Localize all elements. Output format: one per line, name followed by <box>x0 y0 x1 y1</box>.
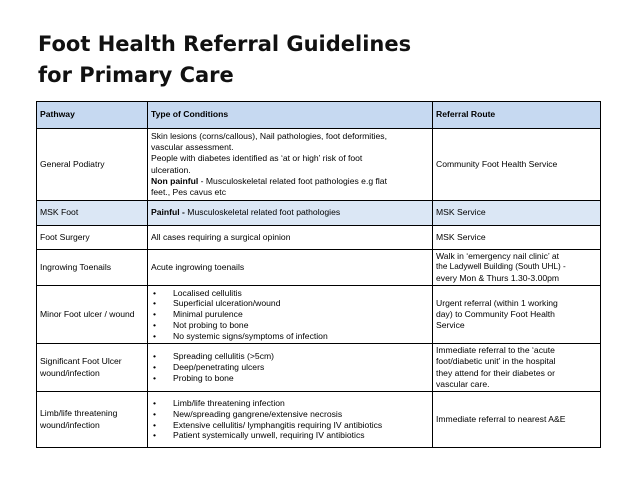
list-item: • Superficial ulceration/wound <box>153 298 281 309</box>
list-item: • Minimal purulence <box>153 309 243 320</box>
table-row <box>37 226 601 250</box>
bullet-list <box>151 288 429 342</box>
bullet-icon: • <box>153 330 157 341</box>
list-item: • Not probing to bone <box>153 319 249 330</box>
conditions-cell: Acute ingrowing toenails <box>148 250 433 286</box>
bullet-icon: • <box>153 319 157 330</box>
route-cell: Immediate referral to the ‘acute foot/diabetic unit’ in the hospital they attend for their diabetes or vascular care. <box>433 344 601 392</box>
bullet-icon: • <box>153 287 157 298</box>
bullet-icon: • <box>153 430 157 441</box>
conditions-cell: Painful - Musculoskeletal related foot pathologies <box>148 201 433 226</box>
route-cell: MSK Service <box>433 226 601 250</box>
bullet-icon: • <box>153 419 157 430</box>
pathway-cell: Limb/life threatening wound/infection <box>37 392 148 448</box>
bullet-icon: • <box>153 398 157 409</box>
list-item: • Localised cellulitis <box>153 287 242 298</box>
route-cell: Walk in ‘emergency nail clinic’ at the Ladywell Building (South UHL) - every Mon & Thurs 1.30-3.00pm <box>433 250 601 286</box>
bullet-icon: • <box>153 372 157 383</box>
table-row <box>37 344 601 392</box>
list-item: • No systemic signs/symptoms of infection <box>153 330 328 341</box>
referral-table <box>36 101 601 448</box>
table-row <box>37 286 601 344</box>
table-row <box>37 392 601 448</box>
page-title <box>38 29 411 91</box>
header-route: Referral Route <box>433 102 601 129</box>
list-item: • Deep/penetrating ulcers <box>153 362 265 373</box>
bullet-list <box>151 398 429 441</box>
conditions-cell: Skin lesions (corns/callous), Nail pathologies, foot deformities, vascular assessment. People with diabetes identified as ‘at or high’ risk of foot ulceration. Non painful - Musculoskeletal related foot pathologies e.g flat feet., Pes cavus etc <box>148 129 433 201</box>
list-item: • Patient systemically unwell, requiring IV antibiotics <box>153 430 365 441</box>
table-row <box>37 250 601 286</box>
list-item: • New/spreading gangrene/extensive necrosis <box>153 408 343 419</box>
table-row <box>37 201 601 226</box>
pathway-cell: Significant Foot Ulcer wound/infection <box>37 344 148 392</box>
bullet-icon: • <box>153 351 157 362</box>
list-item: • Spreading cellulitis (>5cm) <box>153 351 275 362</box>
title-line-1: Foot Health Referral Guidelines <box>38 32 412 56</box>
pathway-cell: Ingrowing Toenails <box>37 250 148 286</box>
table-header-row <box>37 102 601 129</box>
header-pathway: Pathway <box>37 102 148 129</box>
conditions-cell: All cases requiring a surgical opinion <box>148 226 433 250</box>
conditions-cell <box>148 286 433 344</box>
list-item: • Extensive cellulitis/ lymphangitis requiring IV antibiotics <box>153 419 383 430</box>
bullet-icon: • <box>153 298 157 309</box>
pathway-cell: MSK Foot <box>37 201 148 226</box>
list-item: • Probing to bone <box>153 372 234 383</box>
route-cell: MSK Service <box>433 201 601 226</box>
bullet-icon: • <box>153 408 157 419</box>
table-row <box>37 129 601 201</box>
conditions-cell <box>148 344 433 392</box>
route-cell: Urgent referral (within 1 working day) to Community Foot Health Service <box>433 286 601 344</box>
list-item: • Limb/life threatening infection <box>153 398 285 409</box>
route-cell: Immediate referral to nearest A&E <box>433 392 601 448</box>
pathway-cell: Minor Foot ulcer / wound <box>37 286 148 344</box>
bullet-icon: • <box>153 362 157 373</box>
header-conditions: Type of Conditions <box>148 102 433 129</box>
conditions-cell <box>148 392 433 448</box>
pathway-cell: Foot Surgery <box>37 226 148 250</box>
bullet-list <box>151 351 429 383</box>
title-line-2: for Primary Care <box>38 63 234 87</box>
pathway-cell: General Podiatry <box>37 129 148 201</box>
bullet-icon: • <box>153 309 157 320</box>
route-cell: Community Foot Health Service <box>433 129 601 201</box>
